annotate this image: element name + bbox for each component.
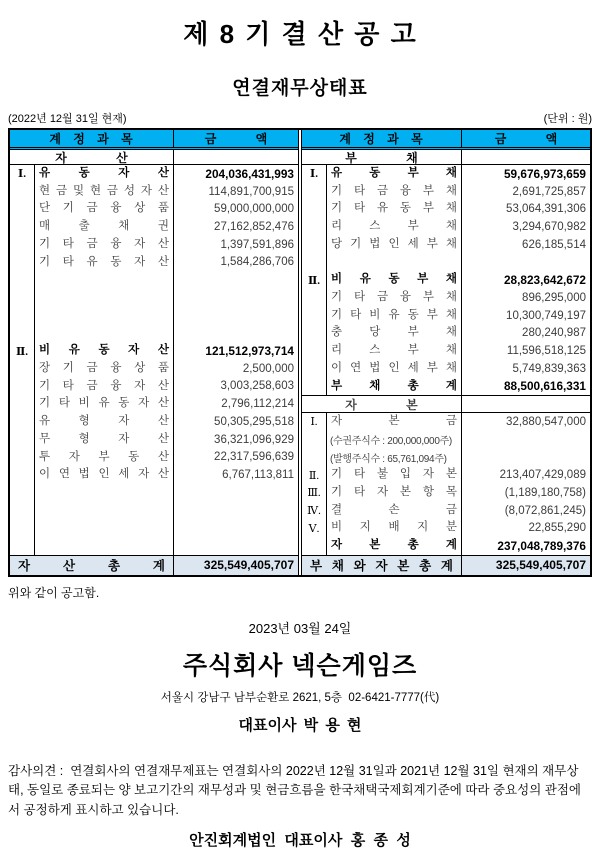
account-numeral: Ⅱ. <box>10 342 35 360</box>
table-row <box>10 431 298 449</box>
account-numeral <box>10 466 35 484</box>
table-row <box>10 360 298 378</box>
empty-amount-cell <box>462 396 590 412</box>
share-count-note: (수권주식수 : 200,000,000주) <box>327 431 462 449</box>
account-name: 현 금 및 현 금 성 자 산 <box>35 183 174 201</box>
amount-value <box>462 254 590 272</box>
table-row <box>302 200 590 218</box>
account-numeral <box>302 431 327 449</box>
account-numeral <box>302 218 327 236</box>
account-name <box>35 484 174 502</box>
table-row <box>10 484 298 502</box>
total-row <box>10 555 298 575</box>
account-numeral <box>302 378 327 396</box>
account-name: 이 연 법 인 세 자 산 <box>35 466 174 484</box>
column-header-account: 계 정 과 목 <box>302 130 462 147</box>
table-row <box>302 324 590 342</box>
amount-value: 59,676,973,659 <box>503 166 586 181</box>
table-row <box>10 502 298 520</box>
table-row <box>10 307 298 325</box>
account-name: 이 연 법 인 세 부 채 <box>327 360 462 378</box>
amount-value <box>174 307 298 325</box>
table-row <box>10 413 298 431</box>
account-numeral: Ⅰ. <box>302 165 327 183</box>
account-name: 유 형 자 산 <box>35 413 174 431</box>
account-numeral <box>302 324 327 342</box>
empty-amount-cell <box>174 150 298 164</box>
account-numeral <box>302 537 327 555</box>
total-label: 부 채 와 자 본 총 계 <box>302 556 462 575</box>
table-row <box>302 236 590 254</box>
section-header-row <box>302 150 590 165</box>
section-title: 자 산 <box>10 150 174 164</box>
amount-value: (1,189,180,758) <box>504 486 586 499</box>
account-numeral <box>302 200 327 218</box>
as-of-date: (2022년 12월 31일 현재) <box>8 113 127 125</box>
table-row <box>302 449 590 467</box>
table-row <box>10 519 298 537</box>
unit-label: (단위 : 원) <box>543 113 592 125</box>
amount-value <box>174 324 298 342</box>
amount-value: 3,003,258,603 <box>220 380 294 393</box>
amount-value <box>462 431 590 449</box>
account-name: 유 동 부 채 <box>327 165 462 183</box>
share-count-note: (발행주식수 : 65,761,094주) <box>327 449 462 467</box>
table-row <box>10 537 298 555</box>
account-numeral <box>302 236 327 254</box>
account-numeral <box>10 502 35 520</box>
account-name: 결 손 금 <box>327 502 462 520</box>
amount-value: 2,691,725,857 <box>512 185 586 198</box>
amount-value: 27,162,852,476 <box>214 221 294 234</box>
account-name: 기 타 비 유 동 자 산 <box>35 395 174 413</box>
account-numeral <box>10 519 35 537</box>
table-row <box>302 519 590 537</box>
total-value: 325,549,405,707 <box>203 558 294 573</box>
table-row <box>10 165 298 183</box>
account-numeral <box>10 183 35 201</box>
table-row <box>302 342 590 360</box>
account-numeral <box>10 449 35 467</box>
account-name <box>35 537 174 555</box>
amount-value: 36,321,096,929 <box>214 433 294 446</box>
table-row <box>10 395 298 413</box>
company-address: 서울시 강남구 남부순환로 2621, 5층 02-6421-7777(代) <box>160 691 440 704</box>
account-numeral <box>10 254 35 272</box>
amount-value: 213,407,429,089 <box>499 469 586 482</box>
account-name: 리 스 부 채 <box>327 342 462 360</box>
table-row <box>302 502 590 520</box>
statement-title: 연결재무상태표 <box>232 78 368 99</box>
auditor-line: 안진회계법인 대표이사 홍 종 성 <box>189 831 411 849</box>
section-header-row <box>10 150 298 165</box>
total-row <box>302 555 590 575</box>
account-numeral <box>10 236 35 254</box>
amount-value: 1,584,286,706 <box>220 256 294 269</box>
amount-value: 3,294,670,982 <box>512 221 586 234</box>
table-row <box>10 271 298 289</box>
amount-value: 114,891,700,915 <box>208 185 294 198</box>
account-name: 기 타 금 융 부 채 <box>327 289 462 307</box>
amount-value: 280,240,987 <box>522 327 586 340</box>
table-row <box>302 271 590 289</box>
account-numeral <box>10 360 35 378</box>
table-row <box>10 218 298 236</box>
account-numeral <box>10 431 35 449</box>
account-name: 기 타 유 동 자 산 <box>35 254 174 272</box>
account-name <box>35 519 174 537</box>
announcement-page <box>0 14 600 850</box>
account-numeral <box>10 307 35 325</box>
amount-value: 2,796,112,214 <box>221 398 294 411</box>
account-name <box>35 502 174 520</box>
account-numeral <box>10 218 35 236</box>
amount-value: 237,048,789,376 <box>497 538 586 553</box>
account-name: 기 타 불 입 자 본 <box>327 466 462 484</box>
account-numeral <box>10 289 35 307</box>
amount-value: 626,185,514 <box>522 238 586 251</box>
amount-value: 204,036,431,993 <box>205 166 294 181</box>
audit-opinion: 감사의견 : 연결회사의 연결재무제표는 연결회사의 2022년 12월 31일과 2021년 12월 31일 현재의 재무상태, 동일로 종료되는 양 보고기간의 재무성과 및 현금흐름을 한국채택국제회계기준에 따라 중요성의 관점에서 공정하게 표시하고 있습니다. <box>8 763 581 817</box>
table-row <box>10 378 298 396</box>
table-row <box>10 342 298 360</box>
column-header-account: 계 정 과 목 <box>10 130 174 147</box>
table-row <box>302 183 590 201</box>
account-numeral: Ⅱ. <box>302 466 327 484</box>
amount-value: 28,823,642,672 <box>503 273 586 288</box>
column-header-amount: 금 액 <box>494 132 558 146</box>
amount-value <box>174 537 298 555</box>
amount-value <box>174 484 298 502</box>
amount-value: (8,072,861,245) <box>504 504 586 517</box>
account-name: 기 타 금 융 자 산 <box>35 236 174 254</box>
amount-value: 1,397,591,896 <box>220 238 294 251</box>
table-row <box>302 218 590 236</box>
column-header-amount: 금 액 <box>204 132 268 146</box>
total-label: 자 산 총 계 <box>10 556 174 575</box>
account-name: 기 타 유 동 부 채 <box>327 200 462 218</box>
amount-value: 896,295,000 <box>522 291 586 304</box>
column-header-row <box>10 130 298 150</box>
account-name: 기 타 금 융 자 산 <box>35 378 174 396</box>
account-numeral <box>10 271 35 289</box>
account-numeral <box>10 378 35 396</box>
table-row <box>302 289 590 307</box>
account-name <box>35 289 174 307</box>
account-name: 당 기 법 인 세 부 채 <box>327 236 462 254</box>
table-row <box>10 449 298 467</box>
amount-value <box>174 519 298 537</box>
section-title: 자 본 <box>302 396 462 412</box>
page-title: 제 8 기 결 산 공 고 <box>183 19 417 49</box>
account-numeral <box>10 200 35 218</box>
account-numeral <box>302 360 327 378</box>
account-numeral <box>10 395 35 413</box>
account-name <box>35 324 174 342</box>
amount-value: 32,880,547,000 <box>506 415 586 428</box>
amount-value: 22,317,596,639 <box>214 451 294 464</box>
account-numeral <box>302 342 327 360</box>
empty-amount-cell <box>462 150 590 164</box>
balance-sheet-table <box>8 128 592 577</box>
account-name: 자 본 금 <box>327 413 462 431</box>
company-name: 주식회사 넥슨게임즈 <box>182 651 418 680</box>
account-numeral: Ⅴ. <box>302 519 327 537</box>
account-name: 단 기 금 융 상 품 <box>35 200 174 218</box>
account-name: 무 형 자 산 <box>35 431 174 449</box>
account-numeral <box>302 289 327 307</box>
amount-value <box>174 502 298 520</box>
account-name: 부 채 총 계 <box>327 378 462 396</box>
announcement-date: 2023년 03월 24일 <box>248 620 352 636</box>
column-header-row <box>302 130 590 150</box>
table-row <box>302 431 590 449</box>
table-row <box>10 200 298 218</box>
total-value: 325,549,405,707 <box>495 558 586 573</box>
account-name: 기 타 비 유 동 부 채 <box>327 307 462 325</box>
account-name: 비 지 배 지 분 <box>327 519 462 537</box>
amount-value <box>174 271 298 289</box>
table-row <box>302 537 590 555</box>
amount-value: 11,596,518,125 <box>506 345 586 358</box>
account-name <box>35 307 174 325</box>
account-name: 매 출 채 권 <box>35 218 174 236</box>
table-row <box>302 165 590 183</box>
amount-value: 22,855,290 <box>528 522 586 535</box>
account-numeral: Ⅲ. <box>302 484 327 502</box>
account-numeral: Ⅱ. <box>302 271 327 289</box>
amount-value: 53,064,391,306 <box>506 203 586 216</box>
table-row <box>302 360 590 378</box>
account-numeral <box>10 413 35 431</box>
table-row <box>302 254 590 272</box>
account-numeral <box>302 307 327 325</box>
amount-value <box>174 289 298 307</box>
amount-value: 59,000,000,000 <box>214 203 294 216</box>
table-meta-row <box>8 110 592 126</box>
table-row <box>10 254 298 272</box>
bs-half-left <box>10 130 298 575</box>
table-row <box>10 236 298 254</box>
account-name <box>35 271 174 289</box>
amount-value: 50,305,295,518 <box>214 415 294 428</box>
table-row <box>302 307 590 325</box>
table-row <box>10 183 298 201</box>
account-name: 장 기 금 융 상 품 <box>35 360 174 378</box>
section-title: 부 채 <box>302 150 462 164</box>
account-name: 자 본 총 계 <box>327 537 462 555</box>
amount-value <box>462 449 590 467</box>
account-numeral <box>302 183 327 201</box>
section-header-row <box>302 395 590 413</box>
notice-line: 위와 같이 공고함. <box>8 585 100 600</box>
account-name: 비 유 동 자 산 <box>35 342 174 360</box>
account-name: 기 타 자 본 항 목 <box>327 484 462 502</box>
account-numeral <box>10 324 35 342</box>
account-numeral: Ⅰ. <box>10 165 35 183</box>
account-name: 리 스 부 채 <box>327 218 462 236</box>
account-name <box>327 254 462 272</box>
table-row <box>302 413 590 431</box>
amount-value: 88,500,616,331 <box>503 379 586 394</box>
table-row <box>10 324 298 342</box>
table-row <box>302 378 590 396</box>
account-numeral: Ⅰ. <box>302 413 327 431</box>
account-numeral <box>302 254 327 272</box>
account-numeral <box>10 484 35 502</box>
account-name: 투 자 부 동 산 <box>35 449 174 467</box>
amount-value: 10,300,749,197 <box>506 309 586 322</box>
account-name: 기 타 금 융 부 채 <box>327 183 462 201</box>
amount-value: 6,767,113,811 <box>222 469 294 482</box>
account-numeral: Ⅳ. <box>302 502 327 520</box>
table-row <box>10 466 298 484</box>
bs-half-right <box>298 130 590 575</box>
account-name: 비 유 동 부 채 <box>327 271 462 289</box>
table-row <box>302 466 590 484</box>
account-name: 유 동 자 산 <box>35 165 174 183</box>
amount-value: 121,512,973,714 <box>205 344 294 359</box>
amount-value: 5,749,839,363 <box>512 362 586 375</box>
table-row <box>10 289 298 307</box>
ceo-line: 대표이사 박 용 현 <box>238 716 362 734</box>
amount-value: 2,500,000 <box>242 362 294 375</box>
account-name: 충 당 부 채 <box>327 324 462 342</box>
account-numeral <box>10 537 35 555</box>
account-numeral <box>302 449 327 467</box>
table-row <box>302 484 590 502</box>
